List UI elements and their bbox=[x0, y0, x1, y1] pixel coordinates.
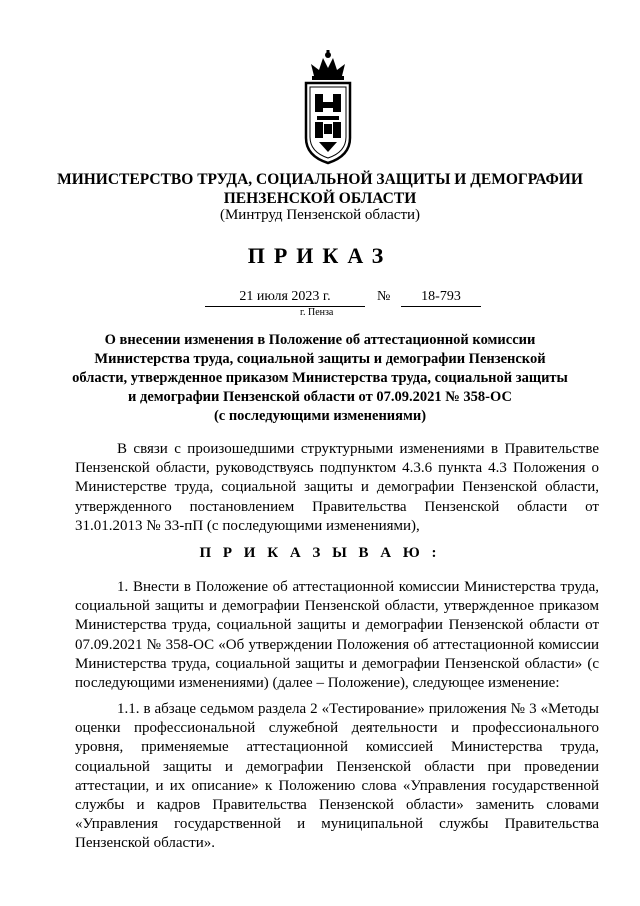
title-line: и демографии Пензенской области от 07.09.2021 № 358-ОС bbox=[128, 389, 512, 405]
intro-paragraph: В связи с произошедшими структурными изменениями в Правительстве Пензенской области, руководствуясь подпунктом 4.3.6 пункта 4.3 Положения о Министерстве труда, социальной защиты и демографии Пензенской области, утвержденного постановлением Правительства Пензенской области от 31.01.2013 № 33-пП (с последующими изменениями), bbox=[75, 441, 599, 534]
item-1-paragraph: 1. Внести в Положение об аттестационной комиссии Министерства труда, социальной защиты и демографии Пензенской области, утвержденное приказом Министерства труда, социальной защиты и демографии Пензенской области от 07.09.2021 № 358-ОС «Об утверждении Положения об аттестационной комиссии Министерства труда, социальной защиты и демографии Пензенской области» (с последующими изменениями) (далее – Положение), следующее изменение: bbox=[75, 579, 599, 692]
ministry-name bbox=[40, 170, 600, 208]
title-line: Министерства труда, социальной защиты и демографии Пензенской bbox=[94, 351, 546, 367]
ministry-line-2: ПЕНЗЕНСКОЙ ОБЛАСТИ bbox=[223, 190, 417, 207]
title-line: (с последующими изменениями) bbox=[213, 408, 427, 424]
order-date: 21 июля 2023 г. bbox=[205, 288, 365, 307]
number-sign: № bbox=[377, 289, 391, 304]
ministry-short-name: (Минтруд Пензенской области) bbox=[219, 207, 421, 223]
title-line: О внесении изменения в Положение об аттестационной комиссии bbox=[104, 332, 536, 348]
document-type-heading: ПРИКАЗ bbox=[247, 243, 393, 268]
coat-of-arms-icon bbox=[297, 50, 359, 168]
city-label: г. Пенза bbox=[300, 307, 334, 318]
order-number: 18-793 bbox=[401, 288, 481, 307]
title-line: области, утвержденное приказом Министерства труда, социальной защиты bbox=[72, 370, 568, 386]
ministry-line-1: МИНИСТЕРСТВО ТРУДА, СОЦИАЛЬНОЙ ЗАЩИТЫ И ДЕМОГРАФИИ bbox=[57, 171, 583, 188]
item-1-1-paragraph: 1.1. в абзаце седьмом раздела 2 «Тестирование» приложения № 3 «Методы оценки профессиональной служебной деятельности и профессионального уровня, применяемые аттестационной комиссией Министерства труда, социальной защиты и демографии Пензенской области при проведении аттестации, и их описание» к Положению слова «Управления государственной службы и кадров Правительства Пензенской области» заменить словами «Управления государственной и муниципальной службы Правительства Пензенской области». bbox=[75, 701, 599, 852]
order-title bbox=[60, 331, 580, 426]
decree-heading: П Р И К А З Ы В А Ю : bbox=[199, 545, 441, 561]
